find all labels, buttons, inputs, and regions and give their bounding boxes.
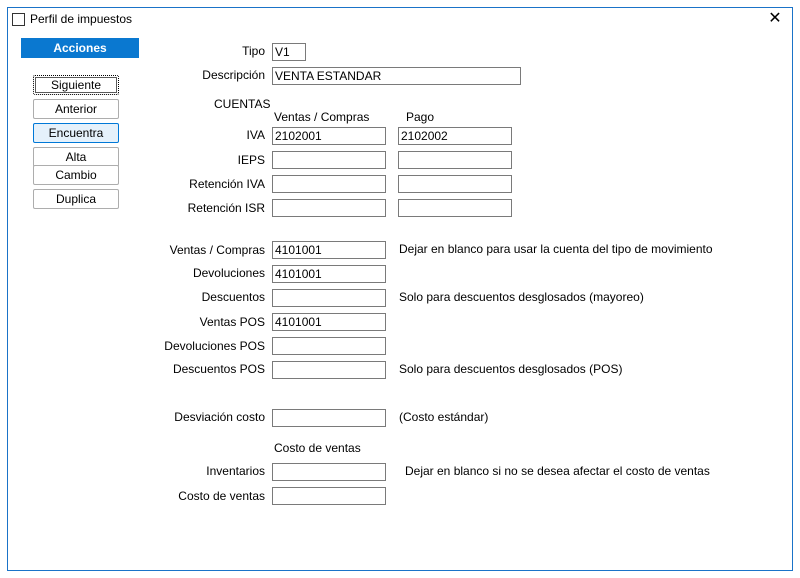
- ventas-pos-field[interactable]: 4101001: [272, 313, 386, 331]
- descuentos-note: Solo para descuentos desglosados (mayoreo): [399, 290, 644, 304]
- ventas-compras-column-header: Ventas / Compras: [274, 110, 370, 124]
- title-bar: [8, 8, 792, 34]
- devoluciones-pos-field[interactable]: [272, 337, 386, 355]
- retencion-iva-label: Retención IVA: [189, 177, 265, 191]
- desviacion-costo-label: Desviación costo: [174, 410, 265, 424]
- add-button[interactable]: Alta: [33, 147, 119, 167]
- iva-label: IVA: [246, 128, 265, 142]
- inventarios-note: Dejar en blanco si no se desea afectar el costo de ventas: [405, 464, 710, 478]
- costo-ventas-field[interactable]: [272, 487, 386, 505]
- iva-pago-field[interactable]: 2102002: [398, 127, 512, 145]
- ventas-compras-note: Dejar en blanco para usar la cuenta del tipo de movimiento: [399, 242, 713, 256]
- descuentos-pos-field[interactable]: [272, 361, 386, 379]
- ieps-pago-field[interactable]: [398, 151, 512, 169]
- costo-ventas-section-header: Costo de ventas: [274, 441, 361, 455]
- descuentos-pos-label: Descuentos POS: [172, 362, 265, 376]
- devoluciones-label: Devoluciones: [192, 266, 265, 280]
- previous-button[interactable]: Anterior: [33, 99, 119, 119]
- devoluciones-pos-label: Devoluciones POS: [164, 339, 265, 353]
- window-icon: [12, 13, 25, 26]
- ventas-pos-label: Ventas POS: [199, 315, 265, 329]
- retencion-isr-ventas-field[interactable]: [272, 199, 386, 217]
- pago-column-header: Pago: [406, 110, 435, 124]
- cuentas-header: CUENTAS: [214, 97, 271, 111]
- devoluciones-field[interactable]: 4101001: [272, 265, 386, 283]
- desviacion-costo-field[interactable]: [272, 409, 386, 427]
- close-button[interactable]: [764, 9, 786, 29]
- ieps-ventas-field[interactable]: [272, 151, 386, 169]
- descripcion-label: Descripción: [202, 68, 265, 82]
- ventas-compras-field[interactable]: 4101001: [272, 241, 386, 259]
- ieps-label: IEPS: [237, 153, 265, 167]
- change-button[interactable]: Cambio: [33, 165, 119, 185]
- tipo-label: Tipo: [242, 44, 265, 58]
- tipo-field[interactable]: V1: [272, 43, 306, 61]
- costo-ventas-label: Costo de ventas: [178, 489, 265, 503]
- descuentos-field[interactable]: [272, 289, 386, 307]
- retencion-isr-pago-field[interactable]: [398, 199, 512, 217]
- inventarios-label: Inventarios: [206, 464, 265, 478]
- actions-header: Acciones: [21, 38, 139, 58]
- descuentos-pos-note: Solo para descuentos desglosados (POS): [399, 362, 623, 376]
- retencion-iva-pago-field[interactable]: [398, 175, 512, 193]
- descuentos-label: Descuentos: [201, 290, 265, 304]
- close-icon: ✕: [768, 10, 782, 27]
- desviacion-costo-note: (Costo estándar): [399, 410, 489, 424]
- descripcion-field[interactable]: VENTA ESTANDAR: [272, 67, 521, 85]
- tax-profile-window: [7, 7, 793, 571]
- inventarios-field[interactable]: [272, 463, 386, 481]
- iva-ventas-field[interactable]: 2102001: [272, 127, 386, 145]
- retencion-isr-label: Retención ISR: [187, 201, 265, 215]
- duplicate-button[interactable]: Duplica: [33, 189, 119, 209]
- next-button[interactable]: Siguiente: [33, 75, 119, 95]
- retencion-iva-ventas-field[interactable]: [272, 175, 386, 193]
- window-title: Perfil de impuestos: [30, 12, 133, 26]
- find-button[interactable]: Encuentra: [33, 123, 119, 143]
- ventas-compras-label: Ventas / Compras: [169, 243, 265, 257]
